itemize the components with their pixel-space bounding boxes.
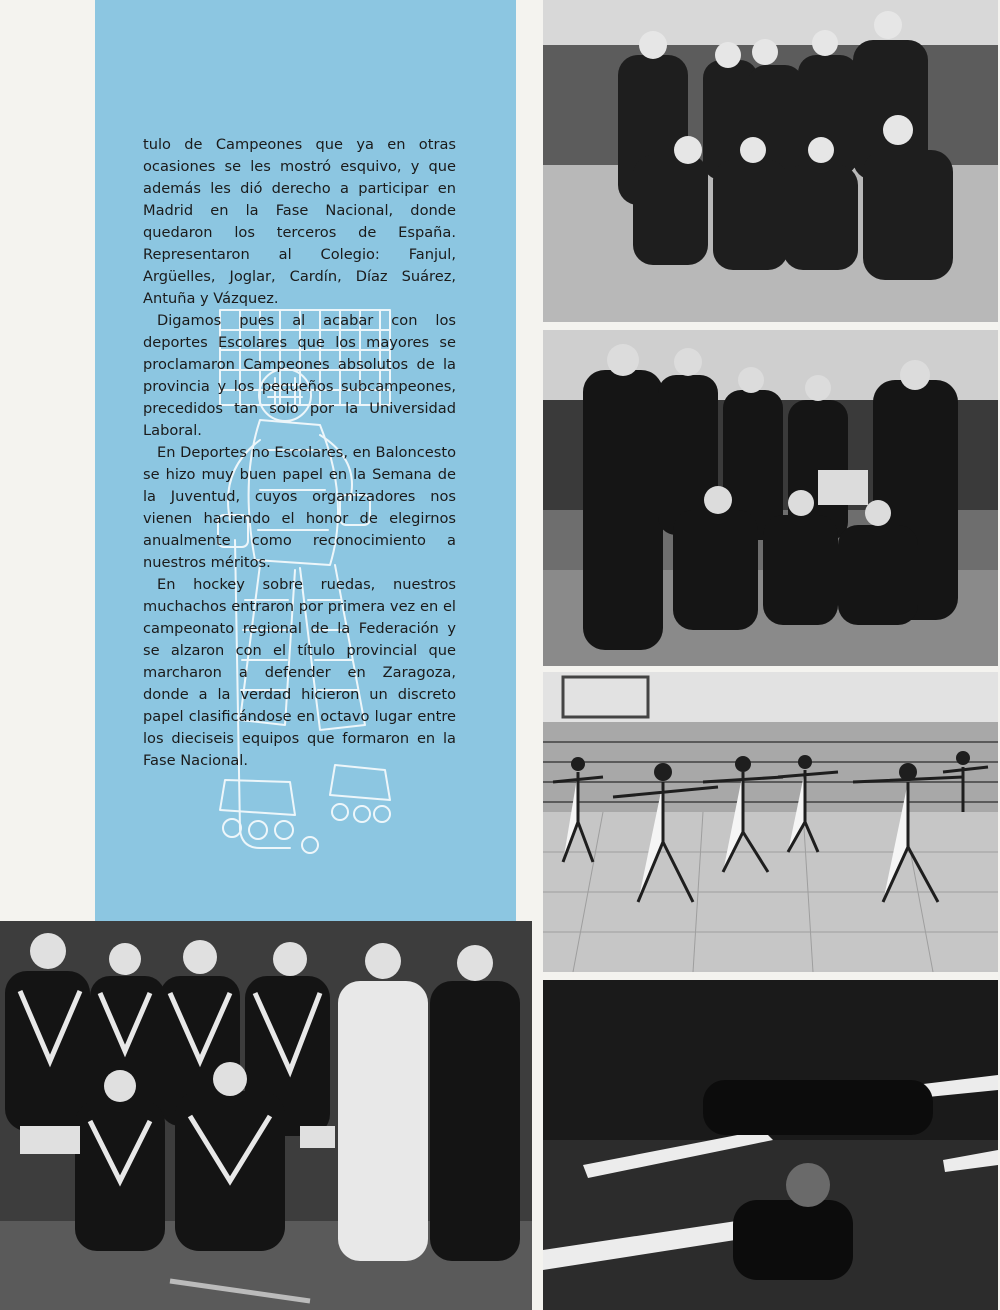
paragraph-3: En Deportes no Escolares, en Baloncesto se hizo muy buen papel en la Semana de la Juventud, cuyos organizadores nos vienen haciendo el honor de elegirnos anualmente como reconocimiento a nuestros méritos. bbox=[143, 444, 456, 571]
article-text bbox=[143, 134, 456, 772]
hockey-team-photo-with-coaches bbox=[0, 921, 532, 1310]
exercise-floor-photo bbox=[543, 980, 998, 1310]
hockey-team-photo-goalkeeper bbox=[543, 330, 998, 666]
paragraph-4: En hockey sobre ruedas, nuestros muchachos entraron por primera vez en el campeonato regional de la Federación y se alzaron con el título provincial que marcharon a defender en Zaragoza, donde a la verdad hicieron un discreto papel clasificándose en octavo lugar entre los dieciseis equipos que formaron en la Fase Nacional. bbox=[143, 576, 456, 769]
hockey-team-photo-outdoor bbox=[543, 0, 998, 322]
paragraph-2: Digamos pues al acabar con los deportes Escolares que los mayores se proclamaron Campeones absolutos de la provincia y los pequeños subcampeones, precedidos tan solo por la Universidad Laboral. bbox=[143, 312, 456, 439]
paragraph-1: tulo de Campeones que ya en otras ocasiones se les mostró esquivo, y que además les dió derecho a participar en Madrid en la Fase Nacional, donde quedaron los terceros de España. Representaron al Colegio: Fanjul, Argüelles, Joglar, Cardín, Díaz Suárez, Antuña y Vázquez. bbox=[143, 136, 456, 307]
gymnastics-class-photo bbox=[543, 672, 998, 972]
